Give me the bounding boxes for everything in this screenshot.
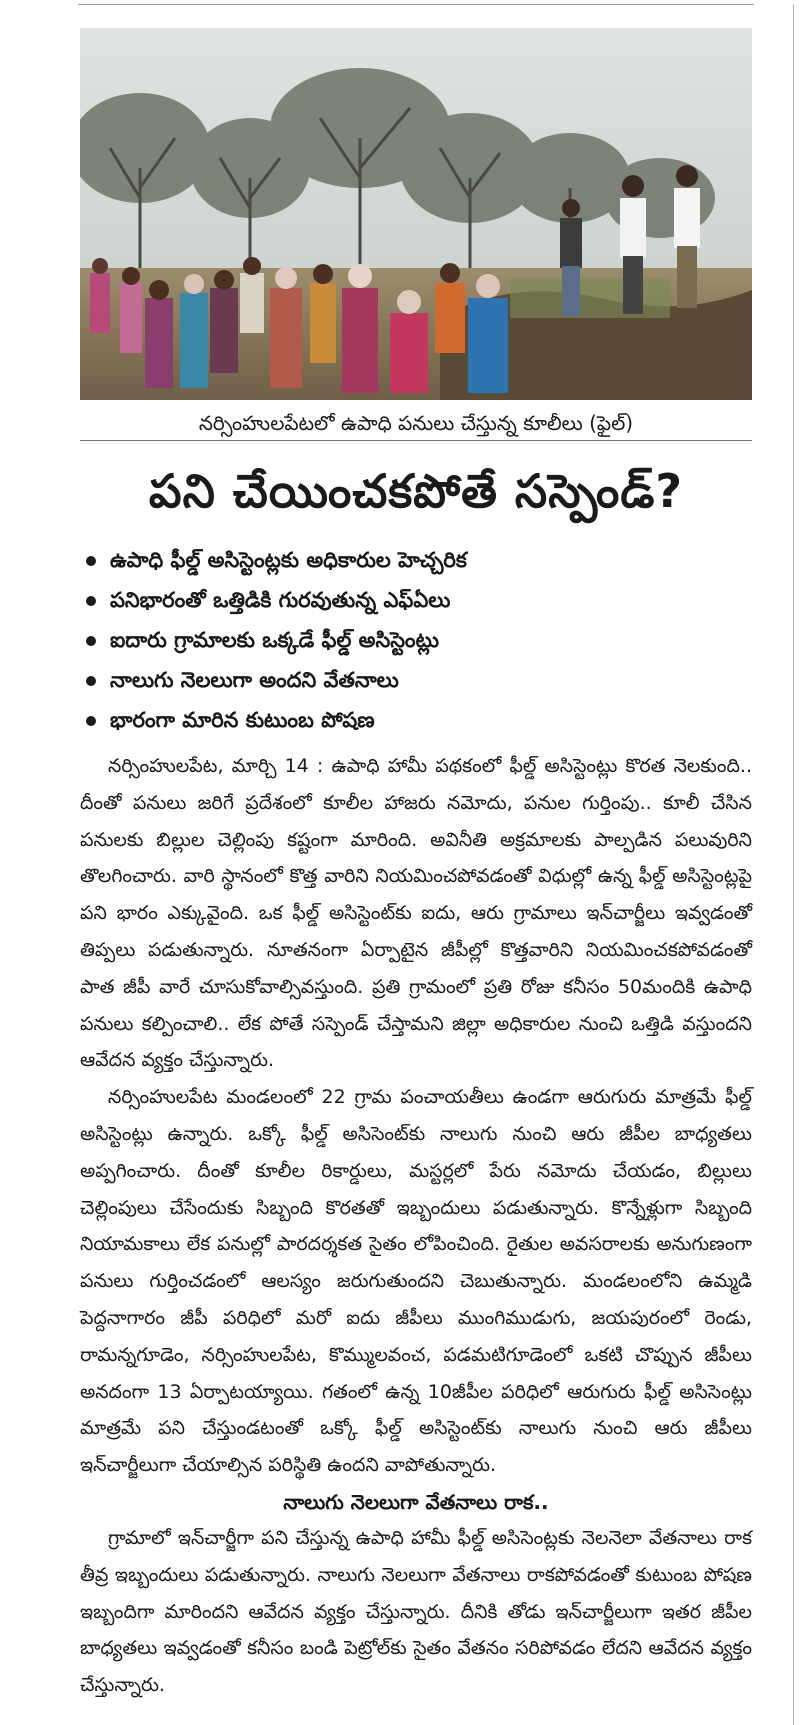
bullet-icon <box>86 556 96 566</box>
photo-caption: నర్సింహులపేటలో ఉపాధి పనులు చేస్తున్న కూలీలు (ఫైల్) <box>80 406 752 441</box>
next-headline-cutoff <box>80 1700 752 1725</box>
bullet-icon <box>86 636 96 646</box>
highlight-item: పనిభారంతో ఒత్తిడికి గురవుతున్న ఎఫ్‌ఏలు <box>80 580 752 620</box>
headline: పని చేయించకపోతే సస్పెండ్? <box>148 464 684 518</box>
bullet-icon <box>86 716 96 726</box>
news-photo <box>80 28 752 400</box>
article-paragraph: నర్సింహులపేట, మార్చి 14 : ఉపాధి హామీ పథకంలో ఫీల్డ్ అసిస్టెంట్లు కొరత నెలకుంది.. దీంతో పనులు జరిగే ప్రదేశంలో కూలీల హాజరు నమోదు, పనుల గుర్తింపు.. కూలీ చేసిన పనులకు బిల్లుల చెల్లింపు కష్టంగా మారింది. అవినీతి అక్రమాలకు పాల్పడిన పలువురిని తొలగించారు. వారి స్థానంలో కొత్త వారిని నియమించపోవడంతో విధుల్లో ఉన్న ఫీల్డ్ అసిస్టెంట్లపై పని భారం ఎక్కువైంది. ఒక ఫీల్డ్ అసిస్టెంట్‌కు ఐదు, ఆరు గ్రామాలు ఇన్‌చార్జీలు ఇవ్వడంతో తిప్పలు పడుతున్నారు. నూతనంగా ఏర్పాటైన జీపీల్లో కొత్తవారిని నియమించకపోవడంతో పాత జీపీ వారే చూసుకోవాల్సివస్తుంది. ప్రతి గ్రామంలో ప్రతి రోజు కనీసం 50మందికి ఉపాధి పనులు కల్పించాలి.. లేక పోతే సస్పెండ్ చేస్తామని జిల్లా అధికారుల నుంచి ఒత్తిడి వస్తుందని ఆవేదన వ్యక్తం చేస్తున్నారు. <box>80 755 752 1072</box>
highlight-item: ఉపాధి ఫీల్డ్ అసిస్టెంట్లకు అధికారుల హెచ్చరిక <box>80 540 752 580</box>
top-rule <box>78 4 754 5</box>
highlight-item: భారంగా మారిన కుటుంబ పోషణ <box>80 700 752 740</box>
highlight-item: నాలుగు నెలలుగా అందని వేతనాలు <box>80 660 752 700</box>
bullet-icon <box>86 596 96 606</box>
article-paragraph: నర్సింహులపేట మండలంలో 22 గ్రామ పంచాయతీలు ఉండగా ఆరుగురు మాత్రమే ఫీల్డ్ అసిస్టెంట్లు ఉన్నారు. ఒక్కో ఫీల్డ్ అసిసెంట్‌కు నాలుగు నుంచి ఆరు జీపీల బాధ్యతలు అప్పగించారు. దీంతో కూలీల రికార్డులు, మస్టర్లలో పేరు నమోదు చేయడం, బిల్లులు చెల్లింపులు చేసేందుకు సిబ్బంది కొరతతో ఇబ్బందులు పడుతున్నారు. కొన్నేళ్లుగా సిబ్బంది నియామకాలు లేక పనుల్లో పారదర్శకత సైతం లోపించింది. రైతుల అవసరాలకు అనుగుణంగా పనులు గుర్తించడంలో ఆలస్యం జరుగుతుందని చెబుతున్నారు. మండలంలోని ఉమ్మడి పెద్దనాగారం జీపీ పరిధిలో మరో ఐదు జీపీలు ముంగిముడుగు, జయపురంలో రెండు, రామన్నగూడెం, నర్సింహులపేట, కొమ్ములవంచ, పడమటిగూడెంలో ఒకటి చొప్పున జీపీలు అనదంగా 13 ఏర్పాటయ్యాయి. గతంలో ఉన్న 10జీపీల పరిధిలో ఆరుగురు ఫీల్డ్ అసిసెంట్లు మాత్రమే పని చేస్తుండటంతో ఒక్కో ఫీల్డ్ అసిస్టెంట్‌కు నాలుగు నుంచి ఆరు జీపీలు ఇన్‌చార్జీలుగా చేయాల్సిన పరిస్థితి ఉందని వాపోతున్నారు. <box>80 1086 752 1477</box>
article-subhead: నాలుగు నెలలుగా వేతనాలు రాక.. <box>283 1489 549 1514</box>
column-rule <box>793 4 794 1725</box>
article-body <box>80 748 752 1704</box>
highlights-list <box>80 540 752 740</box>
bullet-icon <box>86 676 96 686</box>
highlight-item: ఐదారు గ్రామాలకు ఒక్కడే ఫీల్డ్ అసిస్టెంట్లు <box>80 620 752 660</box>
article-paragraph: గ్రామాలో ఇన్‌చార్జీగా పని చేస్తున్న ఉపాధి హామీ ఫీల్డ్ అసిసెంట్లకు నెలనెలా వేతనాలు రాక తీవ్ర ఇబ్బందులు పడుతున్నారు. నాలుగు నెలలుగా వేతనాలు రాకపోవడంతో కుటుంబ పోషణ ఇబ్బందిగా మారిందని ఆవేదన వ్యక్తం చేస్తున్నారు. దీనికి తోడు ఇన్‌చార్జీలుగా ఇతర జీపీల బాధ్యతలు ఇవ్వడంతో కనీసం బండి పెట్రోల్‌కు సైతం వేతనం సరిపోవడం లేదని ఆవేదన వ్యక్తం చేస్తున్నారు. <box>80 1526 752 1697</box>
